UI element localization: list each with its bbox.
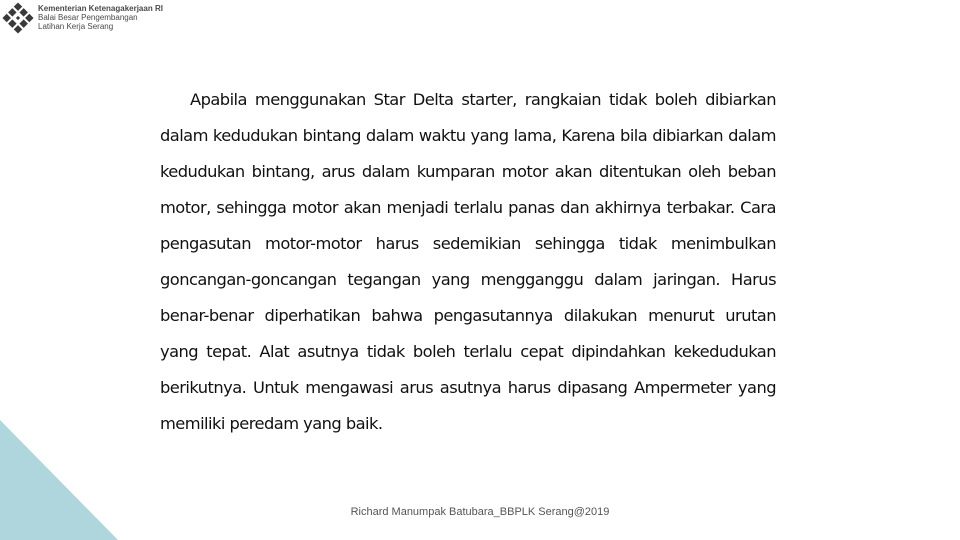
institution-name: Balai Besar Pengembangan (38, 13, 138, 22)
institution-location: Latihan Kerja Serang (38, 22, 114, 31)
corner-decoration (0, 420, 130, 540)
header-text (38, 4, 163, 31)
ministry-name: Kementerian Ketenagakerjaan RI (38, 4, 163, 13)
ministry-emblem-icon (2, 2, 34, 34)
footer-credit: Richard Manumpak Batubara_BBPLK Serang@2019 (350, 506, 610, 518)
header-logo (2, 2, 163, 34)
main-paragraph: Apabila menggunakan Star Delta starter, rangkaian tidak boleh dibiarkan dalam kedudukan bintang dalam waktu yang lama, Karena bila dibiarkan dalam kedudukan bintang, arus dalam kumparan motor akan ditentukan oleh beban motor, sehingga motor akan menjadi terlalu panas dan akhirnya terbakar. Cara pengasutan motor-motor harus sedemikian sehingga tidak menimbulkan goncangan-goncangan tegangan yang mengganggu dalam jaringan. Harus benar-benar diperhatikan bahwa pengasutannya dilakukan menurut urutan yang tepat. Alat asutnya tidak boleh terlalu cepat dipindahkan kekedudukan berikutnya. Untuk mengawasi arus asutnya harus dipasang Ampermeter yang memiliki peredam yang baik. (160, 90, 776, 433)
